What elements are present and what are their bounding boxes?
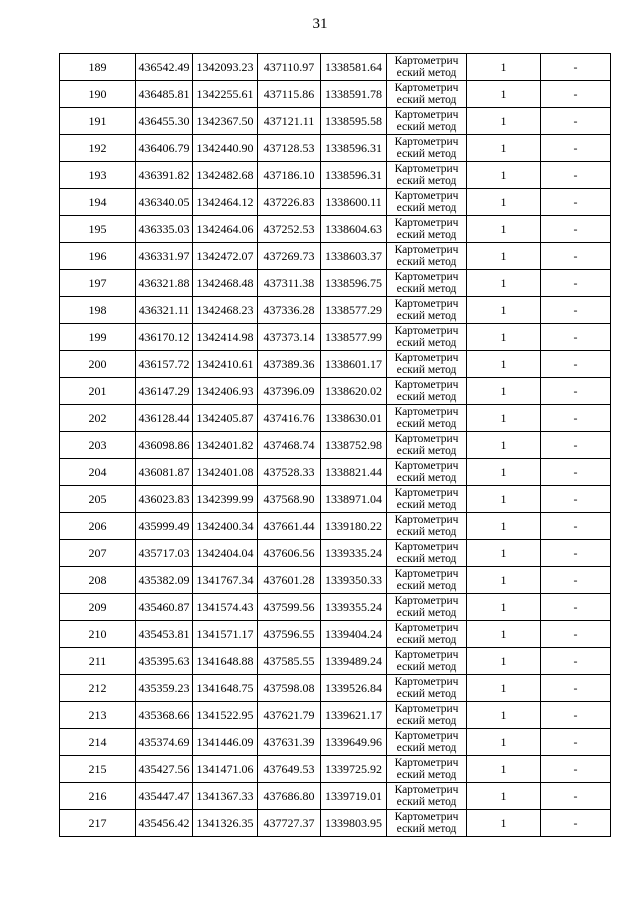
accuracy-cell: 1 — [467, 729, 541, 756]
table-row — [60, 702, 611, 729]
y2-coordinate-cell: 1338595.58 — [321, 108, 387, 135]
y-coordinate-cell: 1342410.61 — [193, 351, 258, 378]
point-number-cell: 207 — [60, 540, 136, 567]
method-cell: Картометрич еский метод — [387, 54, 467, 81]
y2-coordinate-cell: 1338596.31 — [321, 135, 387, 162]
y-coordinate-cell: 1341571.17 — [193, 621, 258, 648]
method-cell: Картометрич еский метод — [387, 216, 467, 243]
description-cell: - — [541, 324, 611, 351]
description-cell: - — [541, 243, 611, 270]
point-number-cell: 200 — [60, 351, 136, 378]
x-coordinate-cell: 436406.79 — [136, 135, 193, 162]
method-cell: Картометрич еский метод — [387, 459, 467, 486]
method-cell: Картометрич еский метод — [387, 243, 467, 270]
table-body — [60, 54, 611, 837]
accuracy-cell: 1 — [467, 162, 541, 189]
method-cell: Картометрич еский метод — [387, 675, 467, 702]
x2-coordinate-cell: 437389.36 — [258, 351, 321, 378]
point-number-cell: 205 — [60, 486, 136, 513]
y2-coordinate-cell: 1338620.02 — [321, 378, 387, 405]
method-cell: Картометрич еский метод — [387, 189, 467, 216]
x-coordinate-cell: 435999.49 — [136, 513, 193, 540]
table-row — [60, 675, 611, 702]
method-cell: Картометрич еский метод — [387, 621, 467, 648]
method-cell: Картометрич еский метод — [387, 648, 467, 675]
accuracy-cell: 1 — [467, 378, 541, 405]
y-coordinate-cell: 1342367.50 — [193, 108, 258, 135]
y2-coordinate-cell: 1339526.84 — [321, 675, 387, 702]
accuracy-cell: 1 — [467, 351, 541, 378]
table-row — [60, 81, 611, 108]
y-coordinate-cell: 1341574.43 — [193, 594, 258, 621]
y-coordinate-cell: 1342401.82 — [193, 432, 258, 459]
x2-coordinate-cell: 437621.79 — [258, 702, 321, 729]
x-coordinate-cell: 436485.81 — [136, 81, 193, 108]
x-coordinate-cell: 436147.29 — [136, 378, 193, 405]
method-cell: Картометрич еский метод — [387, 594, 467, 621]
x2-coordinate-cell: 437727.37 — [258, 810, 321, 837]
y2-coordinate-cell: 1338596.75 — [321, 270, 387, 297]
x2-coordinate-cell: 437606.56 — [258, 540, 321, 567]
method-cell: Картометрич еский метод — [387, 108, 467, 135]
x2-coordinate-cell: 437585.55 — [258, 648, 321, 675]
y2-coordinate-cell: 1339489.24 — [321, 648, 387, 675]
y2-coordinate-cell: 1339180.22 — [321, 513, 387, 540]
x2-coordinate-cell: 437649.53 — [258, 756, 321, 783]
accuracy-cell: 1 — [467, 324, 541, 351]
y2-coordinate-cell: 1338577.99 — [321, 324, 387, 351]
accuracy-cell: 1 — [467, 648, 541, 675]
x2-coordinate-cell: 437396.09 — [258, 378, 321, 405]
table-row — [60, 405, 611, 432]
point-number-cell: 190 — [60, 81, 136, 108]
y2-coordinate-cell: 1339649.96 — [321, 729, 387, 756]
y-coordinate-cell: 1342472.07 — [193, 243, 258, 270]
method-cell: Картометрич еский метод — [387, 567, 467, 594]
y-coordinate-cell: 1341522.95 — [193, 702, 258, 729]
method-cell: Картометрич еский метод — [387, 378, 467, 405]
method-cell: Картометрич еский метод — [387, 162, 467, 189]
y2-coordinate-cell: 1338752.98 — [321, 432, 387, 459]
table-row — [60, 108, 611, 135]
x2-coordinate-cell: 437311.38 — [258, 270, 321, 297]
table-row — [60, 540, 611, 567]
description-cell: - — [541, 189, 611, 216]
y-coordinate-cell: 1342468.23 — [193, 297, 258, 324]
x2-coordinate-cell: 437373.14 — [258, 324, 321, 351]
x-coordinate-cell: 436542.49 — [136, 54, 193, 81]
accuracy-cell: 1 — [467, 81, 541, 108]
x-coordinate-cell: 436081.87 — [136, 459, 193, 486]
x-coordinate-cell: 435374.69 — [136, 729, 193, 756]
x-coordinate-cell: 436335.03 — [136, 216, 193, 243]
description-cell: - — [541, 540, 611, 567]
point-number-cell: 206 — [60, 513, 136, 540]
x-coordinate-cell: 436023.83 — [136, 486, 193, 513]
x-coordinate-cell: 435427.56 — [136, 756, 193, 783]
description-cell: - — [541, 135, 611, 162]
method-cell: Картометрич еский метод — [387, 783, 467, 810]
point-number-cell: 191 — [60, 108, 136, 135]
point-number-cell: 215 — [60, 756, 136, 783]
description-cell: - — [541, 756, 611, 783]
table-row — [60, 459, 611, 486]
y-coordinate-cell: 1341471.06 — [193, 756, 258, 783]
description-cell: - — [541, 621, 611, 648]
description-cell: - — [541, 675, 611, 702]
accuracy-cell: 1 — [467, 108, 541, 135]
method-cell: Картометрич еский метод — [387, 324, 467, 351]
y-coordinate-cell: 1341367.33 — [193, 783, 258, 810]
point-number-cell: 210 — [60, 621, 136, 648]
point-number-cell: 209 — [60, 594, 136, 621]
accuracy-cell: 1 — [467, 702, 541, 729]
x2-coordinate-cell: 437110.97 — [258, 54, 321, 81]
x-coordinate-cell: 436391.82 — [136, 162, 193, 189]
x-coordinate-cell: 436321.88 — [136, 270, 193, 297]
y2-coordinate-cell: 1338630.01 — [321, 405, 387, 432]
point-number-cell: 203 — [60, 432, 136, 459]
y-coordinate-cell: 1342464.06 — [193, 216, 258, 243]
x2-coordinate-cell: 437128.53 — [258, 135, 321, 162]
y-coordinate-cell: 1342482.68 — [193, 162, 258, 189]
x-coordinate-cell: 436340.05 — [136, 189, 193, 216]
point-number-cell: 213 — [60, 702, 136, 729]
description-cell: - — [541, 810, 611, 837]
description-cell: - — [541, 486, 611, 513]
x-coordinate-cell: 436170.12 — [136, 324, 193, 351]
point-number-cell: 202 — [60, 405, 136, 432]
method-cell: Картометрич еский метод — [387, 135, 467, 162]
y2-coordinate-cell: 1338604.63 — [321, 216, 387, 243]
x2-coordinate-cell: 437186.10 — [258, 162, 321, 189]
table-row — [60, 270, 611, 297]
x2-coordinate-cell: 437598.08 — [258, 675, 321, 702]
point-number-cell: 211 — [60, 648, 136, 675]
x2-coordinate-cell: 437601.28 — [258, 567, 321, 594]
y2-coordinate-cell: 1338577.29 — [321, 297, 387, 324]
accuracy-cell: 1 — [467, 216, 541, 243]
y2-coordinate-cell: 1338821.44 — [321, 459, 387, 486]
table-row — [60, 783, 611, 810]
y-coordinate-cell: 1342405.87 — [193, 405, 258, 432]
method-cell: Картометрич еский метод — [387, 756, 467, 783]
y-coordinate-cell: 1342464.12 — [193, 189, 258, 216]
y-coordinate-cell: 1341648.88 — [193, 648, 258, 675]
y2-coordinate-cell: 1338591.78 — [321, 81, 387, 108]
y2-coordinate-cell: 1339350.33 — [321, 567, 387, 594]
description-cell: - — [541, 108, 611, 135]
y2-coordinate-cell: 1339335.24 — [321, 540, 387, 567]
coordinates-table — [59, 53, 611, 837]
point-number-cell: 193 — [60, 162, 136, 189]
point-number-cell: 197 — [60, 270, 136, 297]
x-coordinate-cell: 436128.44 — [136, 405, 193, 432]
point-number-cell: 204 — [60, 459, 136, 486]
x2-coordinate-cell: 437336.28 — [258, 297, 321, 324]
y-coordinate-cell: 1341326.35 — [193, 810, 258, 837]
x-coordinate-cell: 435460.87 — [136, 594, 193, 621]
method-cell: Картометрич еский метод — [387, 540, 467, 567]
accuracy-cell: 1 — [467, 459, 541, 486]
point-number-cell: 217 — [60, 810, 136, 837]
x2-coordinate-cell: 437252.53 — [258, 216, 321, 243]
table-row — [60, 729, 611, 756]
description-cell: - — [541, 648, 611, 675]
accuracy-cell: 1 — [467, 297, 541, 324]
y-coordinate-cell: 1342401.08 — [193, 459, 258, 486]
point-number-cell: 189 — [60, 54, 136, 81]
table-row — [60, 378, 611, 405]
accuracy-cell: 1 — [467, 513, 541, 540]
method-cell: Картометрич еский метод — [387, 810, 467, 837]
x2-coordinate-cell: 437631.39 — [258, 729, 321, 756]
method-cell: Картометрич еский метод — [387, 405, 467, 432]
y2-coordinate-cell: 1338601.17 — [321, 351, 387, 378]
x-coordinate-cell: 435717.03 — [136, 540, 193, 567]
method-cell: Картометрич еский метод — [387, 81, 467, 108]
y2-coordinate-cell: 1338596.31 — [321, 162, 387, 189]
method-cell: Картометрич еский метод — [387, 513, 467, 540]
point-number-cell: 208 — [60, 567, 136, 594]
x-coordinate-cell: 435395.63 — [136, 648, 193, 675]
y2-coordinate-cell: 1339719.01 — [321, 783, 387, 810]
accuracy-cell: 1 — [467, 135, 541, 162]
description-cell: - — [541, 162, 611, 189]
description-cell: - — [541, 378, 611, 405]
accuracy-cell: 1 — [467, 594, 541, 621]
table-row — [60, 486, 611, 513]
table-row — [60, 216, 611, 243]
table-row — [60, 297, 611, 324]
x2-coordinate-cell: 437468.74 — [258, 432, 321, 459]
x-coordinate-cell: 436331.97 — [136, 243, 193, 270]
method-cell: Картометрич еский метод — [387, 270, 467, 297]
accuracy-cell: 1 — [467, 54, 541, 81]
x-coordinate-cell: 435359.23 — [136, 675, 193, 702]
accuracy-cell: 1 — [467, 243, 541, 270]
table-row — [60, 432, 611, 459]
table-row — [60, 513, 611, 540]
point-number-cell: 195 — [60, 216, 136, 243]
x-coordinate-cell: 435453.81 — [136, 621, 193, 648]
description-cell: - — [541, 270, 611, 297]
table-row — [60, 162, 611, 189]
description-cell: - — [541, 405, 611, 432]
x-coordinate-cell: 435456.42 — [136, 810, 193, 837]
x2-coordinate-cell: 437568.90 — [258, 486, 321, 513]
accuracy-cell: 1 — [467, 783, 541, 810]
description-cell: - — [541, 594, 611, 621]
x-coordinate-cell: 436321.11 — [136, 297, 193, 324]
accuracy-cell: 1 — [467, 486, 541, 513]
y2-coordinate-cell: 1339621.17 — [321, 702, 387, 729]
y-coordinate-cell: 1342468.48 — [193, 270, 258, 297]
description-cell: - — [541, 783, 611, 810]
method-cell: Картометрич еский метод — [387, 432, 467, 459]
point-number-cell: 198 — [60, 297, 136, 324]
table-row — [60, 621, 611, 648]
x2-coordinate-cell: 437269.73 — [258, 243, 321, 270]
table-row — [60, 756, 611, 783]
x-coordinate-cell: 436157.72 — [136, 351, 193, 378]
description-cell: - — [541, 729, 611, 756]
method-cell: Картометрич еский метод — [387, 297, 467, 324]
point-number-cell: 194 — [60, 189, 136, 216]
y2-coordinate-cell: 1339355.24 — [321, 594, 387, 621]
y-coordinate-cell: 1342440.90 — [193, 135, 258, 162]
x2-coordinate-cell: 437226.83 — [258, 189, 321, 216]
page-number: 31 — [312, 16, 328, 32]
y2-coordinate-cell: 1339803.95 — [321, 810, 387, 837]
table-row — [60, 810, 611, 837]
point-number-cell: 199 — [60, 324, 136, 351]
point-number-cell: 212 — [60, 675, 136, 702]
point-number-cell: 216 — [60, 783, 136, 810]
y-coordinate-cell: 1342400.34 — [193, 513, 258, 540]
table-row — [60, 594, 611, 621]
x-coordinate-cell: 436098.86 — [136, 432, 193, 459]
y-coordinate-cell: 1342399.99 — [193, 486, 258, 513]
y2-coordinate-cell: 1339725.92 — [321, 756, 387, 783]
method-cell: Картометрич еский метод — [387, 351, 467, 378]
method-cell: Картометрич еский метод — [387, 486, 467, 513]
description-cell: - — [541, 702, 611, 729]
accuracy-cell: 1 — [467, 540, 541, 567]
point-number-cell: 201 — [60, 378, 136, 405]
accuracy-cell: 1 — [467, 405, 541, 432]
x-coordinate-cell: 435382.09 — [136, 567, 193, 594]
table-row — [60, 243, 611, 270]
x2-coordinate-cell: 437121.11 — [258, 108, 321, 135]
y2-coordinate-cell: 1339404.24 — [321, 621, 387, 648]
description-cell: - — [541, 351, 611, 378]
accuracy-cell: 1 — [467, 270, 541, 297]
accuracy-cell: 1 — [467, 810, 541, 837]
x2-coordinate-cell: 437115.86 — [258, 81, 321, 108]
x2-coordinate-cell: 437599.56 — [258, 594, 321, 621]
point-number-cell: 214 — [60, 729, 136, 756]
accuracy-cell: 1 — [467, 567, 541, 594]
table-row — [60, 189, 611, 216]
table-row — [60, 567, 611, 594]
accuracy-cell: 1 — [467, 432, 541, 459]
accuracy-cell: 1 — [467, 189, 541, 216]
x-coordinate-cell: 436455.30 — [136, 108, 193, 135]
y-coordinate-cell: 1342255.61 — [193, 81, 258, 108]
y2-coordinate-cell: 1338600.11 — [321, 189, 387, 216]
y-coordinate-cell: 1341648.75 — [193, 675, 258, 702]
y-coordinate-cell: 1341767.34 — [193, 567, 258, 594]
y-coordinate-cell: 1342406.93 — [193, 378, 258, 405]
description-cell: - — [541, 81, 611, 108]
table-row — [60, 135, 611, 162]
method-cell: Картометрич еский метод — [387, 729, 467, 756]
description-cell: - — [541, 297, 611, 324]
y-coordinate-cell: 1342414.98 — [193, 324, 258, 351]
y-coordinate-cell: 1342404.04 — [193, 540, 258, 567]
description-cell: - — [541, 432, 611, 459]
description-cell: - — [541, 567, 611, 594]
description-cell: - — [541, 513, 611, 540]
accuracy-cell: 1 — [467, 675, 541, 702]
description-cell: - — [541, 54, 611, 81]
x2-coordinate-cell: 437661.44 — [258, 513, 321, 540]
accuracy-cell: 1 — [467, 756, 541, 783]
x2-coordinate-cell: 437686.80 — [258, 783, 321, 810]
x2-coordinate-cell: 437528.33 — [258, 459, 321, 486]
point-number-cell: 192 — [60, 135, 136, 162]
method-cell: Картометрич еский метод — [387, 702, 467, 729]
table-row — [60, 351, 611, 378]
table-row — [60, 54, 611, 81]
y2-coordinate-cell: 1338971.04 — [321, 486, 387, 513]
x-coordinate-cell: 435447.47 — [136, 783, 193, 810]
y-coordinate-cell: 1342093.23 — [193, 54, 258, 81]
y-coordinate-cell: 1341446.09 — [193, 729, 258, 756]
table-row — [60, 324, 611, 351]
point-number-cell: 196 — [60, 243, 136, 270]
y2-coordinate-cell: 1338603.37 — [321, 243, 387, 270]
description-cell: - — [541, 216, 611, 243]
x-coordinate-cell: 435368.66 — [136, 702, 193, 729]
x2-coordinate-cell: 437416.76 — [258, 405, 321, 432]
table-row — [60, 648, 611, 675]
description-cell: - — [541, 459, 611, 486]
y2-coordinate-cell: 1338581.64 — [321, 54, 387, 81]
x2-coordinate-cell: 437596.55 — [258, 621, 321, 648]
accuracy-cell: 1 — [467, 621, 541, 648]
